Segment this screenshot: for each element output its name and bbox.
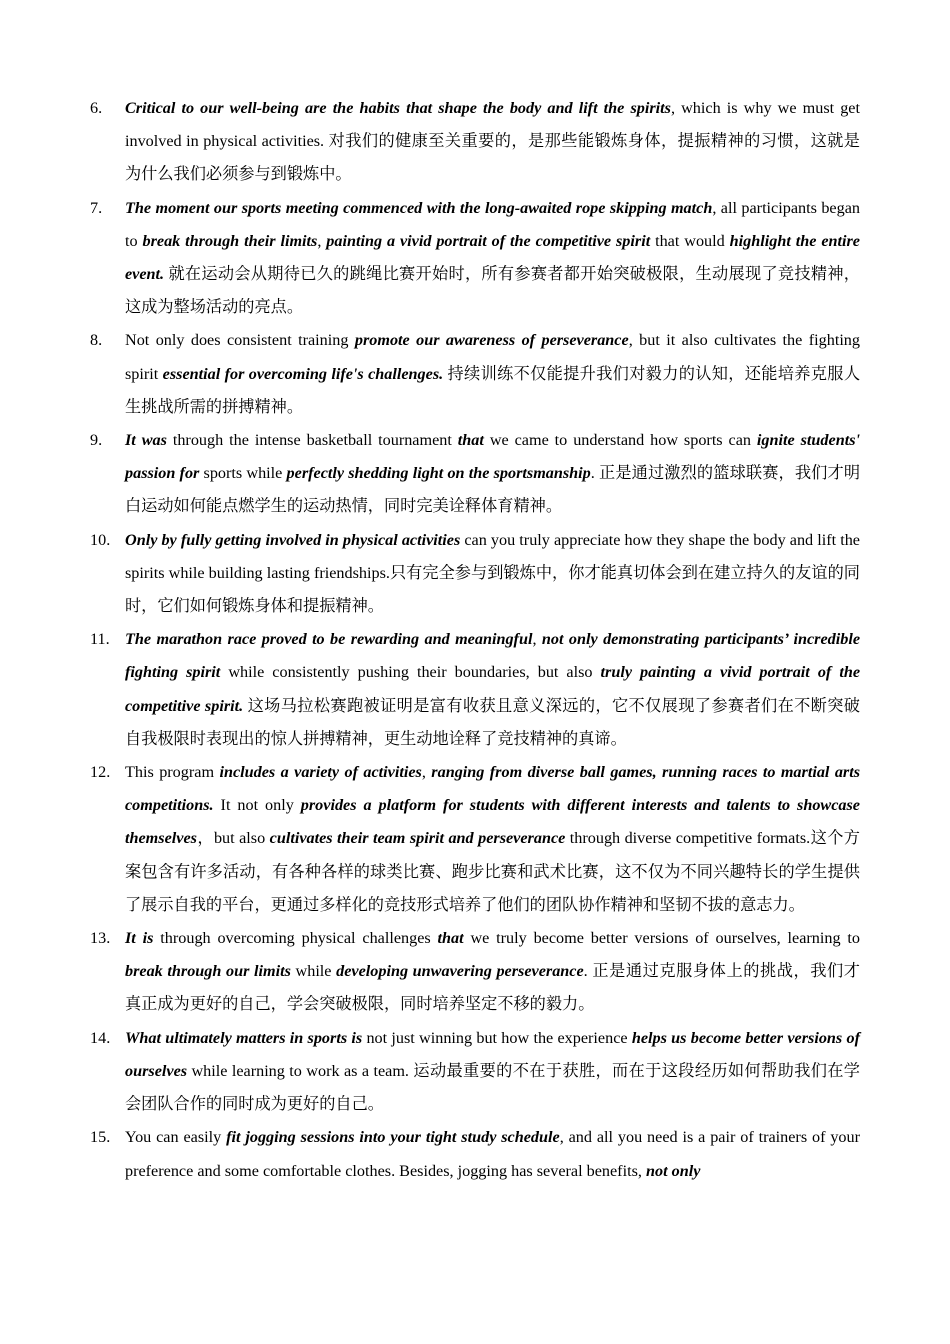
- highlighted-phrase: highlight the entire event.: [125, 231, 860, 284]
- body-text: while: [290, 962, 337, 981]
- body-text: ,: [532, 630, 542, 649]
- body-text: we truly become better versions of ourselves, learning to: [463, 929, 860, 948]
- highlighted-phrase: promote our awareness of perseverance: [354, 331, 629, 350]
- highlighted-phrase: ignite students' passion for: [125, 431, 860, 483]
- body-text: through overcoming physical challenges: [153, 929, 438, 948]
- highlighted-phrase: The marathon race proved to be rewarding and meaningful: [125, 630, 533, 649]
- item-number: 9.: [90, 431, 103, 450]
- highlighted-phrase: It was: [125, 431, 167, 450]
- body-text: we came to understand how sports can: [483, 431, 757, 450]
- body-text: can you truly appreciate how they shape the body and lift the spirits while building lasting friendships.只有完全参与到锻炼中，你才能真切体会到在建立持久的友谊的同时，它们如何锻炼身体和提振精神。: [125, 530, 860, 616]
- highlighted-phrase: includes a variety of activities: [219, 763, 422, 782]
- highlighted-phrase: It is: [125, 929, 154, 948]
- item-number: 15.: [90, 1128, 111, 1147]
- body-text: You can easily: [125, 1128, 227, 1147]
- body-text: ,: [317, 231, 327, 250]
- item-number: 10.: [90, 530, 111, 549]
- body-text: , all participants began to: [125, 198, 860, 250]
- list-item: [90, 324, 860, 424]
- highlighted-phrase: ranging from diverse ball games, running races to martial arts competitions.: [125, 763, 861, 815]
- body-text: that would: [650, 231, 730, 250]
- body-text: through diverse competitive formats.这个方案包含有许多活动，有各种各样的球类比赛、跑步比赛和武术比赛，这不仅为不同兴趣特长的学生提供了展示自我的平台，更通过多样化的竞技形式培养了他们的团队协作精神和坚韧不拔的意志力。: [125, 829, 860, 914]
- item-number: 8.: [90, 331, 103, 350]
- body-text: 就在运动会从期待已久的跳绳比赛开始时，所有参赛者都开始突破极限，生动展现了竞技精神，这成为整场活动的亮点。: [125, 265, 860, 317]
- body-text: , and all you need is a pair of trainers of your preference and some comfortable clothes. Besides, jogging has several benefits,: [125, 1128, 861, 1180]
- body-text: while consistently pushing their boundaries, but also: [220, 663, 601, 682]
- body-text: while learning to work as a team. 运动最重要的不在于获胜，而在于这段经历如何帮助我们在学会团队合作的同时成为更好的自己。: [125, 1061, 860, 1114]
- body-text: 持续训练不仅能提升我们对毅力的认知，还能培养克服人生挑战所需的拼搏精神。: [125, 364, 861, 416]
- highlighted-phrase: not only demonstrating participants’ incredible fighting spirit: [125, 630, 861, 682]
- list-item: [90, 192, 860, 325]
- highlighted-phrase: helps us become better versions of ourselves: [125, 1028, 860, 1080]
- list-item: [90, 623, 860, 756]
- highlighted-phrase: break through our limits: [125, 962, 291, 981]
- highlighted-phrase: fit jogging sessions into your tight study schedule: [226, 1128, 560, 1147]
- body-text: , which is why we must get involved in physical activities. 对我们的健康至关重要的，是那些能锻炼身体，提振精神的习惯，这就是为什么我们必须参与到锻炼中。: [125, 99, 860, 184]
- highlighted-phrase: essential for overcoming life's challenges.: [162, 364, 444, 383]
- list-item: [90, 92, 860, 192]
- body-text: 这场马拉松赛跑被证明是富有收获且意义深远的，它不仅展现了参赛者们在不断突破自我极限时表现出的惊人拼搏精神，更生动地诠释了竞技精神的真谛。: [125, 696, 860, 748]
- body-text: sports while: [199, 464, 287, 483]
- body-text: through the intense basketball tournament: [166, 431, 458, 450]
- item-number: 6.: [90, 99, 103, 117]
- highlighted-phrase: cultivates their team spirit and perseverance: [269, 829, 566, 848]
- highlighted-phrase: that: [437, 929, 464, 948]
- highlighted-phrase: Critical to our well-being are the habits that shape the body and lift the spirits: [125, 99, 671, 117]
- item-number: 11.: [90, 630, 110, 649]
- highlighted-phrase: developing unwavering perseverance: [336, 962, 584, 981]
- sentence-list: [90, 92, 860, 1188]
- highlighted-phrase: break through their limits: [142, 231, 318, 250]
- list-item: [90, 1121, 860, 1187]
- list-item: [90, 524, 860, 624]
- list-item: [90, 424, 860, 524]
- list-item: [90, 1022, 860, 1122]
- highlighted-phrase: painting a vivid portrait of the competitive spirit: [326, 231, 651, 250]
- highlighted-phrase: provides a platform for students with different interests and talents to showcase themselves: [125, 796, 860, 848]
- body-text: This program: [125, 763, 220, 782]
- highlighted-phrase: that: [457, 431, 484, 450]
- highlighted-phrase: The moment our sports meeting commenced with the long-awaited rope skipping match: [125, 198, 713, 217]
- body-text: ,: [421, 763, 432, 782]
- highlighted-phrase: perfectly shedding light on the sportsmanship: [286, 464, 591, 483]
- item-number: 12.: [90, 763, 111, 782]
- body-text: ，but also: [196, 829, 270, 848]
- body-text: Not only does consistent training: [125, 331, 355, 350]
- list-item: [90, 922, 860, 1022]
- body-text: It not only: [213, 796, 301, 815]
- item-number: 13.: [90, 929, 111, 948]
- highlighted-phrase: Only by fully getting involved in physical activities: [125, 530, 461, 549]
- body-text: . 正是通过克服身体上的挑战，我们才真正成为更好的自己，学会突破极限，同时培养坚定不移的毅力。: [125, 962, 860, 1014]
- highlighted-phrase: not only: [645, 1161, 701, 1180]
- highlighted-phrase: What ultimately matters in sports is: [125, 1028, 363, 1047]
- body-text: , but it also cultivates the fighting spirit: [125, 331, 860, 383]
- highlighted-phrase: truly painting a vivid portrait of the competitive spirit.: [125, 663, 861, 715]
- list-item: [90, 756, 860, 922]
- body-text: not just winning but how the experience: [362, 1028, 632, 1047]
- item-number: 14.: [90, 1028, 111, 1047]
- item-number: 7.: [90, 198, 103, 217]
- body-text: . 正是通过激烈的篮球联赛，我们才明白运动如何能点燃学生的运动热情，同时完美诠释体育精神。: [125, 464, 861, 516]
